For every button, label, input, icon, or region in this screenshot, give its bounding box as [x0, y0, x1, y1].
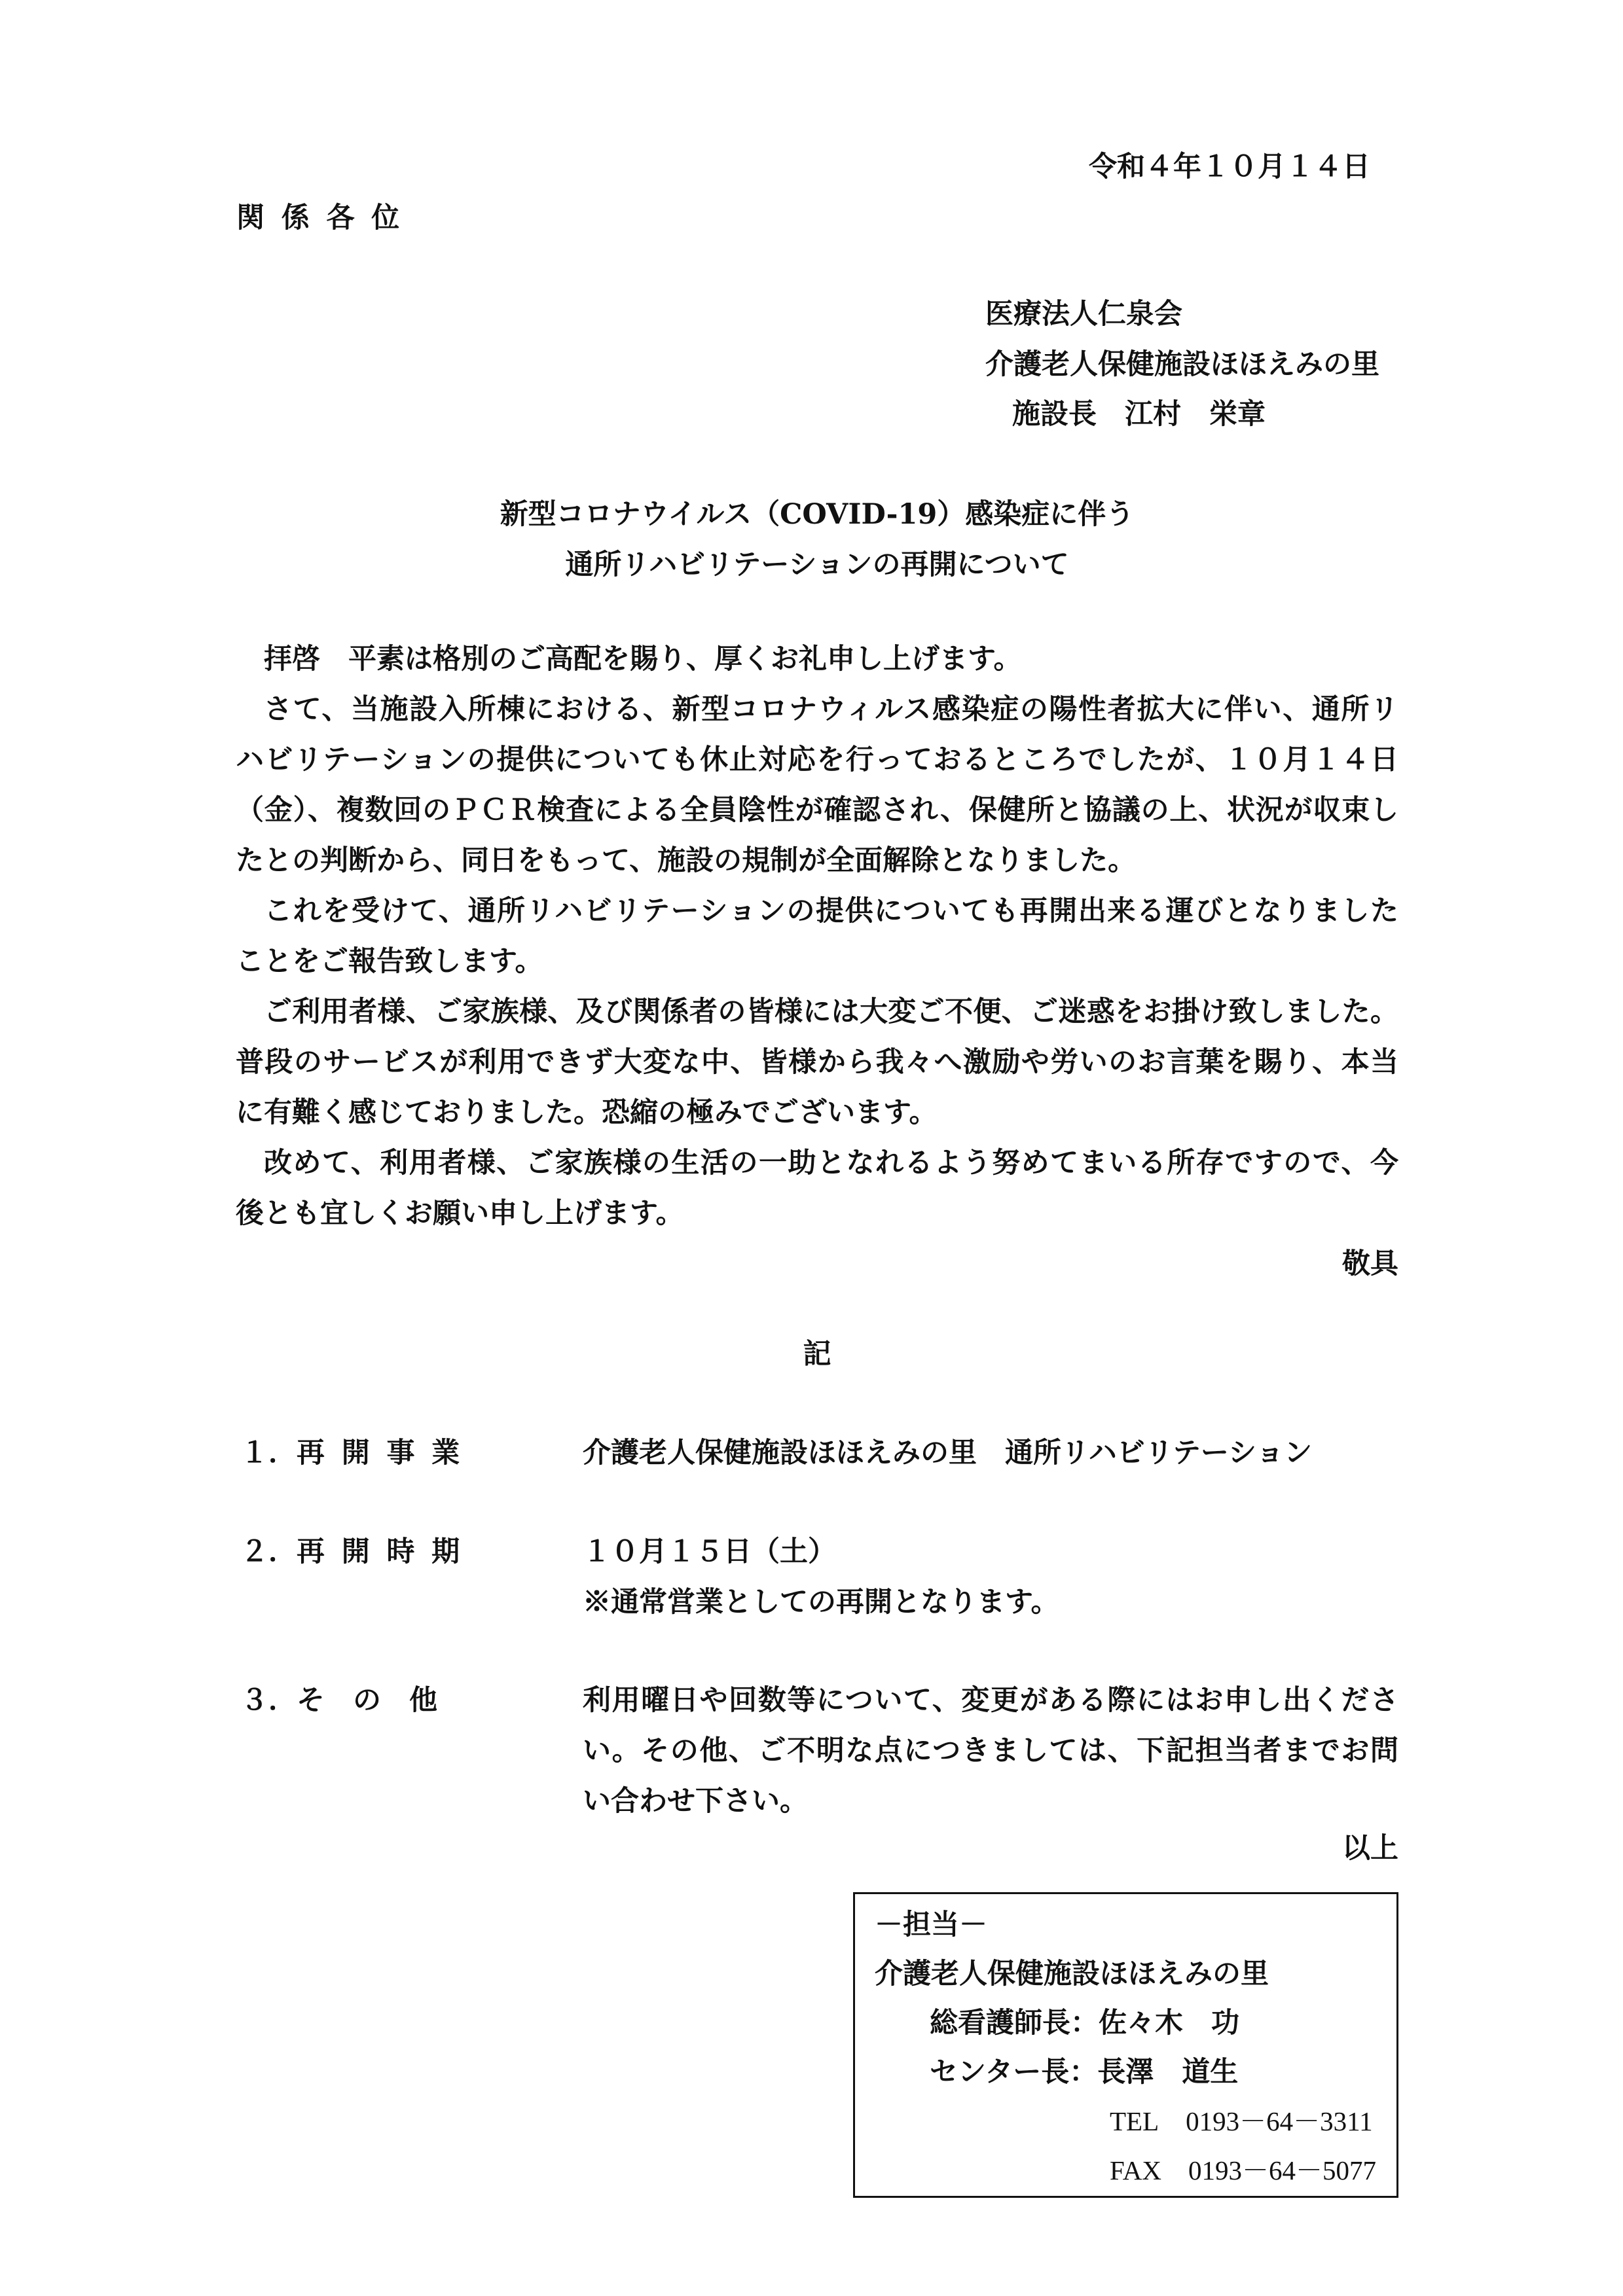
- item-value-line: １０月１５日（土）: [583, 1535, 836, 1568]
- body-line: 普段のサービスが利用できず大変な中、皆様から我々へ激励や労いのお言葉を賜り、本当: [236, 1046, 1398, 1079]
- body-line: たとの判断から、同日をもって、施設の規制が全面解除となりました。: [236, 844, 1137, 877]
- contact-center-director: センター長：長澤 道生: [930, 2056, 1239, 2089]
- letter-body: [236, 634, 1398, 1289]
- ki-heading: 記: [803, 1338, 831, 1371]
- closing-text: 敬具: [1342, 1247, 1398, 1280]
- contact-tel: [855, 2097, 1396, 2146]
- sender-director: 施設長 江村 栄章: [1012, 398, 1266, 431]
- item-value: [583, 1527, 1398, 1628]
- contact-heading: －担当－: [875, 1909, 987, 1941]
- sender-block: [985, 289, 1379, 440]
- item-value-line: い合わせ下さい。: [583, 1785, 808, 1818]
- document-title: [236, 490, 1398, 590]
- fax-label: FAX: [1110, 2155, 1161, 2185]
- body-line: これを受けて、通所リハビリテーションの提供についても再開出来る運びとなりました: [264, 895, 1398, 927]
- body-line: に有難く感じておりました。恐縮の極みでございます。: [236, 1096, 938, 1129]
- contact-facility: 介護老人保健施設ほほえみの里: [875, 1958, 1269, 1990]
- tel-label: TEL: [1110, 2106, 1159, 2136]
- document-date: 令和４年１０月１４日: [1089, 151, 1370, 183]
- fax-number: 0193－64－5077: [1188, 2155, 1376, 2185]
- item-label: ３．そ の 他: [240, 1684, 437, 1717]
- sender-organization: 医療法人仁泉会: [985, 298, 1182, 331]
- item-value-line: 利用曜日や回数等について、変更がある際にはお申し出くださ: [583, 1684, 1398, 1717]
- end-mark: 以上: [1342, 1832, 1398, 1865]
- recipient-line: 関 係 各 位: [236, 202, 400, 234]
- body-line: さて、当施設入所棟における、新型コロナウィルス感染症の陽性者拡大に伴い、通所リ: [264, 693, 1398, 726]
- title-line-1: 新型コロナウイルス（COVID-19）感染症に伴う: [500, 498, 1135, 531]
- body-line: （金）、複数回のＰＣＲ検査による全員陰性が確認され、保健所と協議の上、状況が収束し: [236, 794, 1398, 827]
- contact-box: [853, 1892, 1398, 2198]
- title-line-2: 通所リハビリテーションの再開について: [565, 548, 1069, 581]
- item-value: [583, 1428, 1398, 1479]
- item-label: ２．再 開 時 期: [240, 1535, 460, 1568]
- sender-facility: 介護老人保健施設ほほえみの里: [985, 348, 1379, 381]
- tel-number: 0193－64－3311: [1186, 2106, 1373, 2136]
- item-value-line: 介護老人保健施設ほほえみの里 通所リハビリテーション: [583, 1437, 1313, 1469]
- body-line: ご利用者様、ご家族様、及び関係者の皆様には大変ご不便、ご迷惑をお掛け致しました。: [264, 996, 1398, 1028]
- contact-fax: [855, 2146, 1396, 2195]
- item-value-line: い。その他、ご不明な点につきましては、下記担当者までお問: [583, 1734, 1398, 1767]
- body-line: 拝啓 平素は格別のご高配を賜り、厚くお礼申し上げます。: [264, 643, 1022, 675]
- item-value-line: ※通常営業としての再開となります。: [583, 1586, 1059, 1619]
- item-value: [583, 1676, 1398, 1827]
- contact-head-nurse: 総看護師長：佐々木 功: [930, 2007, 1239, 2039]
- body-line: ことをご報告致します。: [236, 945, 543, 978]
- body-line: ハビリテーションの提供についても休止対応を行っておるところでしたが、１０月１４日: [236, 744, 1398, 776]
- body-line: 後とも宜しくお願い申し上げます。: [236, 1197, 684, 1230]
- item-label: １．再 開 事 業: [240, 1437, 460, 1469]
- body-line: 改めて、利用者様、ご家族様の生活の一助となれるよう努めてまいる所存ですので、今: [264, 1147, 1398, 1179]
